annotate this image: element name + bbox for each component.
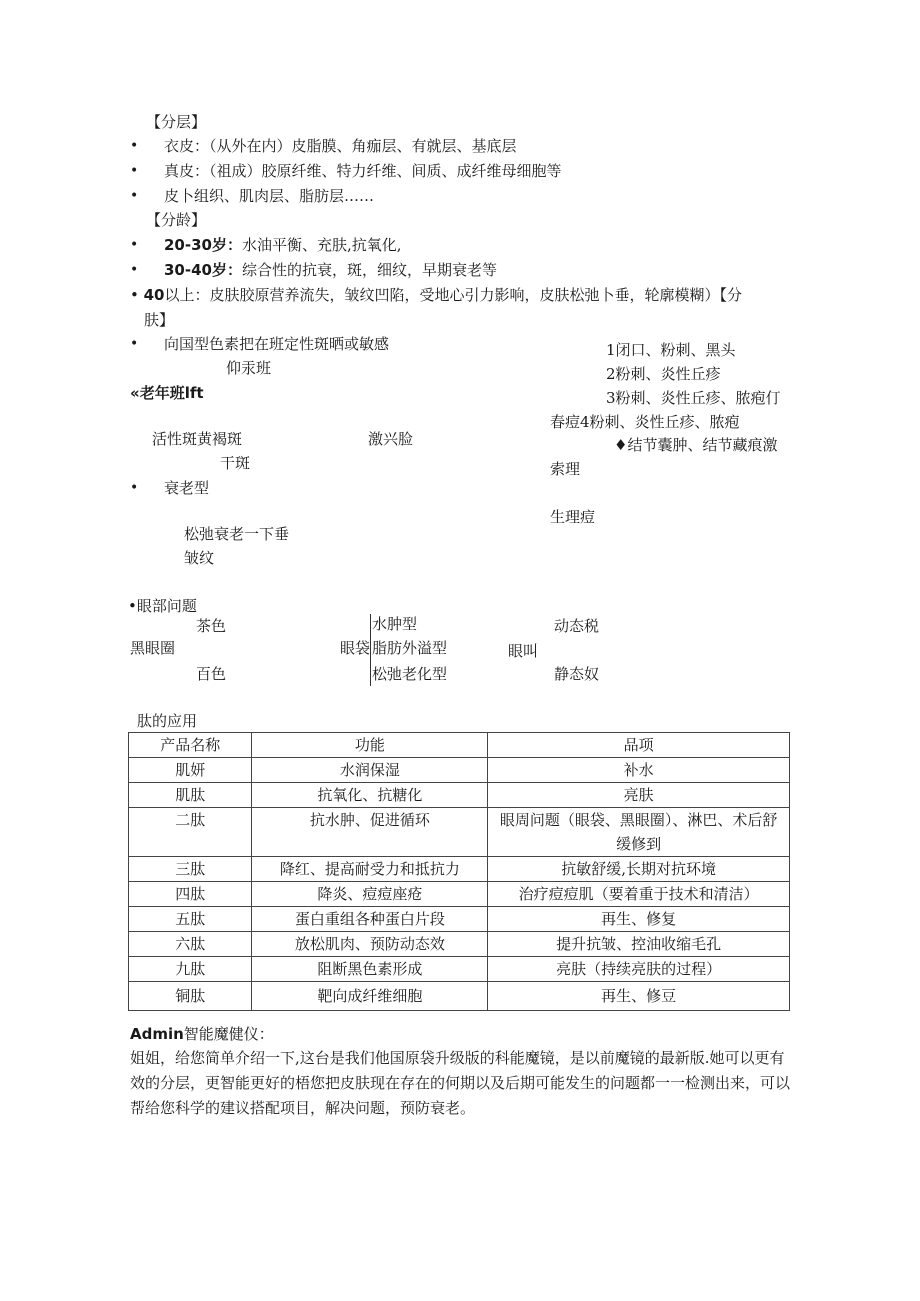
- table-cell: 亮肤: [488, 783, 790, 808]
- table-cell: 四肽: [129, 882, 252, 907]
- acne-level-3: 3粉刺、炎性丘疹、脓疱仃: [606, 389, 781, 407]
- table-row: [129, 808, 790, 857]
- age-item-3-line1: • 40以上：皮肤胶原营养流失，皱纹凹陷，受地心引力影响，皮肤松弛卜垂，轮廓模糊）【分: [130, 286, 743, 304]
- table-cell: 靶向成纤维细胞: [252, 982, 488, 1011]
- eye-heading: •眼部问题: [128, 597, 197, 615]
- bullet-dot: •: [130, 163, 139, 179]
- acne-level-4-text: 4粉刺、炎性丘疹、脓疱: [580, 413, 740, 431]
- table-cell: 再生、修复: [488, 907, 790, 932]
- pigment-line: 向国型色素把在班定性斑晒或敏感: [164, 335, 390, 353]
- table-cell: 六肽: [129, 932, 252, 957]
- eye-bag: 眼袋: [340, 639, 371, 657]
- table-cell: 抗敏舒缓,长期对抗环境: [488, 857, 790, 882]
- table-cell: 蛋白重组各种蛋白片段: [252, 907, 488, 932]
- table-cell: 再生、修豆: [488, 982, 790, 1011]
- bullet-dot: •: [130, 262, 139, 278]
- layers-heading: 【分层】: [146, 113, 207, 131]
- table-cell: 水润保湿: [252, 758, 488, 783]
- wrinkle: 皱纹: [184, 549, 215, 567]
- age-item-2-label: 30-40岁：: [164, 261, 242, 279]
- dry-spot: 干斑: [220, 454, 251, 472]
- aging-type: 衰老型: [164, 479, 210, 497]
- eye-dynamic: 动态税: [554, 617, 600, 635]
- table-cell: 三肽: [129, 857, 252, 882]
- table-cell: 降红、提高耐受力和抵抗力: [252, 857, 488, 882]
- table-cell: 放松肌肉、预防动态效: [252, 932, 488, 957]
- acne-prefix: 春痘: [550, 413, 581, 431]
- acne-level-2: 2粉刺、炎性丘疹: [606, 365, 721, 383]
- eye-static: 静态奴: [554, 665, 600, 683]
- table-cell: 阻断黑色素形成: [252, 957, 488, 982]
- header-cell: 功能: [252, 733, 488, 758]
- age-item-1-label: 20-30岁：: [164, 236, 242, 254]
- age-item-2-text: 综合性的抗衰，斑，细纹，早期衰老等: [241, 261, 497, 279]
- acne-level-1: 1闭口、粉刺、黑头: [606, 341, 736, 359]
- age-item-1-text: 水油平衡、充肤,抗氧化,: [241, 236, 402, 254]
- table-cell: 肌肽: [129, 783, 252, 808]
- admin-title-rest: 智能魔健仪：: [183, 1025, 274, 1043]
- bullet-dot: •: [130, 237, 139, 253]
- pigment-sub1: 仰汞班: [226, 359, 272, 377]
- table-cell: 抗水肿、促进循环: [252, 808, 488, 857]
- bullet-dot: •: [130, 336, 139, 352]
- bag-type-1: 水肿型: [372, 615, 418, 633]
- eye-tea: 茶色: [196, 617, 227, 635]
- table-row: [129, 882, 790, 907]
- age-heading: 【分龄】: [146, 211, 207, 229]
- table-caption: 肽的应用: [137, 712, 198, 730]
- acne-level-4: [550, 412, 740, 432]
- table-cell: 抗氧化、抗糖化: [252, 783, 488, 808]
- table-cell: 眼周问题（眼袋、黑眼圈）、淋巴、术后舒缓修到: [488, 808, 790, 857]
- table-cell: 五肽: [129, 907, 252, 932]
- age-item-3-label: 40: [143, 286, 165, 304]
- table-cell: 提升抗皱、控油收缩毛孔: [488, 932, 790, 957]
- active-spot: 活性斑黄褐斑: [152, 430, 243, 448]
- table-cell: 亮肤（持续亮肤的过程）: [488, 957, 790, 982]
- layers-item-1: 衣皮：（从外在内）皮脂膜、角痂层、有就层、基底层: [164, 137, 517, 155]
- table-cell: 降炎、痘痘座疮: [252, 882, 488, 907]
- bracket-line: [370, 614, 371, 686]
- bullet-dot: •: [130, 188, 139, 204]
- table-cell: 九肽: [129, 957, 252, 982]
- eye-white: 百色: [196, 665, 227, 683]
- age-item-3-line2: 肤】: [144, 311, 175, 329]
- bag-type-3: 松弛老化型: [372, 665, 448, 683]
- table-cell: 补水: [488, 758, 790, 783]
- layers-item-2: 真皮：（祖成）胶原纤维、特力纤维、间质、成纤维母细胞等: [164, 162, 562, 180]
- table-row: [129, 907, 790, 932]
- physiological-acne: 生理痘: [550, 508, 596, 526]
- age-item-2: [164, 260, 497, 280]
- excite-face: 激兴脸: [368, 430, 414, 448]
- bullet-dot: •: [130, 138, 139, 154]
- admin-title-bold: Admin: [130, 1025, 184, 1043]
- old-spot: «老年班lft: [130, 384, 204, 402]
- admin-paragraph: 姐姐，给您简单介绍一下,这台是我们他国原袋升级版的科能魔镜，是以前魔镜的最新版.她可以更有效的分层，更智能更好的梧您把皮肤现在存在的何期以及后期可能发生的问题都一一检测出来，可以帮给您科学的建议搭配项目，解决问题，预防衰老。: [130, 1049, 791, 1117]
- table-row: [129, 758, 790, 783]
- eye-line: 眼叫: [508, 642, 539, 660]
- age-item-3-text: 以上：皮肤胶原营养流失，皱纹凹陷，受地心引力影响，皮肤松弛卜垂，轮廓模糊）【分: [164, 286, 743, 304]
- table-row: [129, 932, 790, 957]
- admin-title: [130, 1024, 274, 1044]
- table-row: [129, 783, 790, 808]
- table-row: [129, 857, 790, 882]
- table-cell: 治疗痘痘肌（要着重于技术和清洁）: [488, 882, 790, 907]
- acne-level-6: 索理: [550, 460, 581, 478]
- table-cell: 二肽: [129, 808, 252, 857]
- header-cell: 产品名称: [129, 733, 252, 758]
- sag-aging: 松弛衰老一下垂: [184, 525, 290, 543]
- table-header-row: [129, 733, 790, 758]
- table-cell: 肌妍: [129, 758, 252, 783]
- acne-level-5: ♦结节囊肿、结节藏痕激: [614, 436, 778, 454]
- eye-dark-circle: 黑眼圈: [130, 639, 176, 657]
- bullet-dot: •: [130, 480, 139, 496]
- table-cell: 铜肽: [129, 982, 252, 1011]
- peptide-table: [128, 732, 790, 1011]
- table-row: [129, 982, 790, 1011]
- bag-type-2: 脂肪外溢型: [372, 639, 448, 657]
- layers-item-3: 皮卜组织、肌肉层、脂肪层……: [164, 187, 375, 205]
- header-cell: 品项: [488, 733, 790, 758]
- age-item-1: [164, 235, 402, 255]
- table-row: [129, 957, 790, 982]
